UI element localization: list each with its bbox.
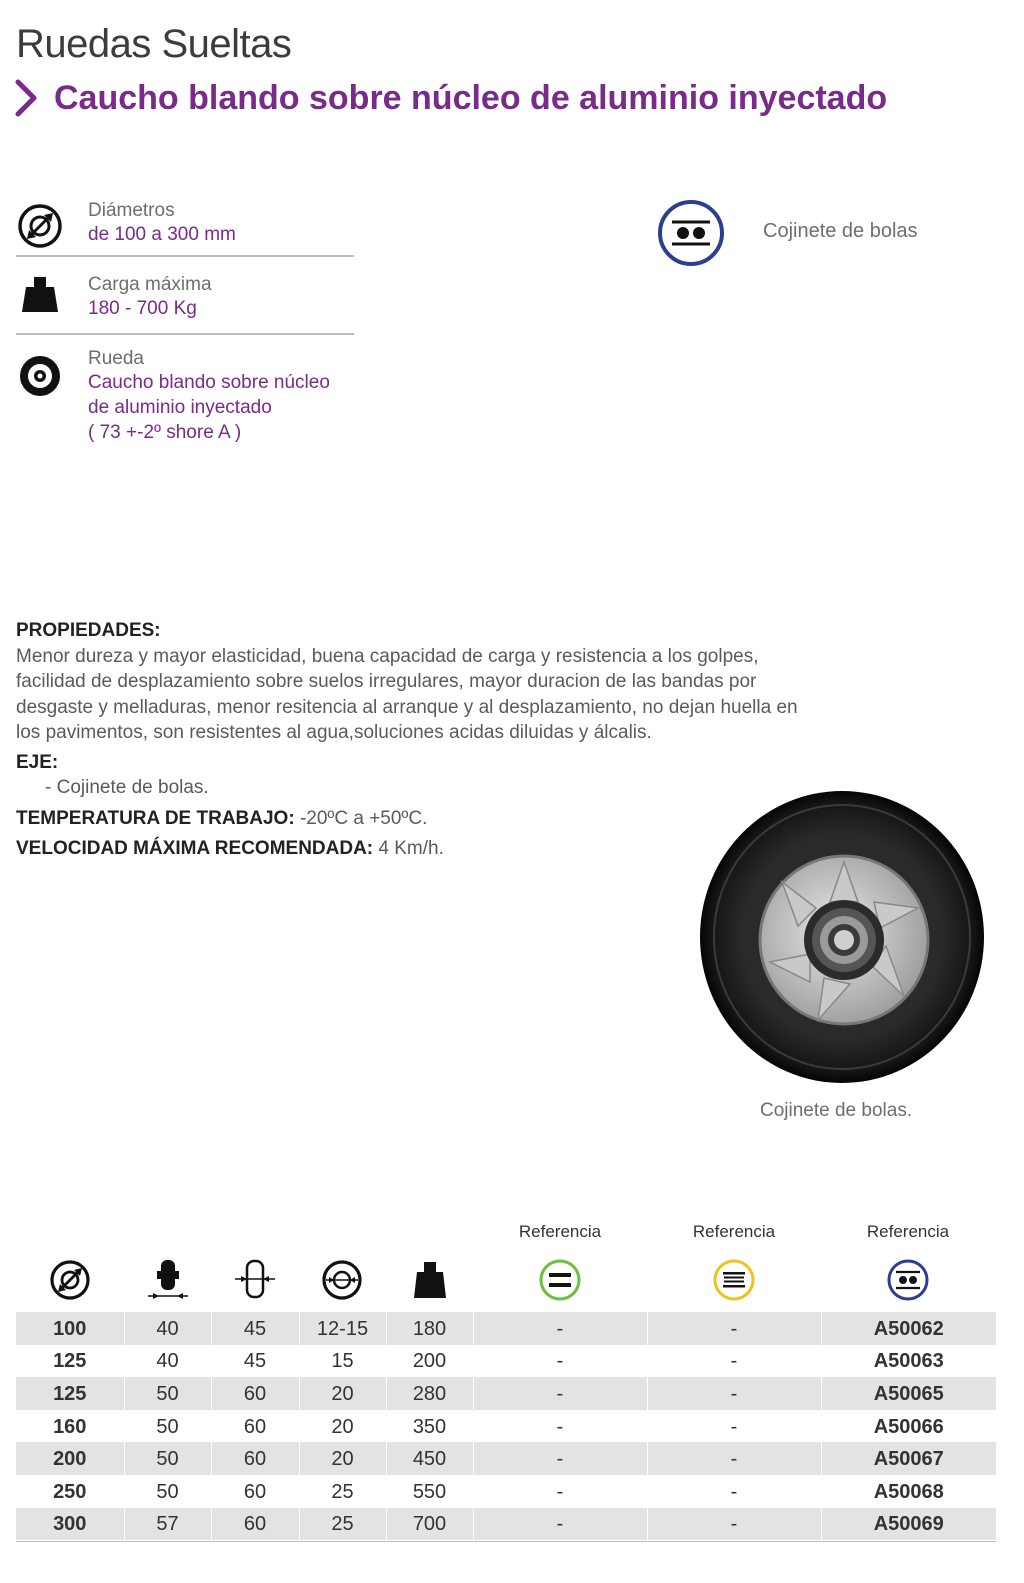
table-cell: - [473,1508,647,1541]
table-row [16,1410,996,1443]
table-cell: A50065 [821,1377,996,1410]
table-cell: 550 [386,1475,473,1508]
properties-text: Menor dureza y mayor elasticidad, buena capacidad de carga y resistencia a los golpes, facilidad de desplazamiento sobre suelos irregulares, mayor duracion de las bandas por desgaste y melladuras, menor resitencia al arranque y al desplazamiento, no dejan huella en los pavimentos, son resistentes al agua,soluciones acidas diluidas y álcalis. [16,645,798,743]
table-cell: 60 [211,1377,299,1410]
properties-section [16,618,816,862]
axle-heading: EJE: [16,751,59,773]
table-cell: - [473,1377,647,1410]
table-cell: 45 [211,1345,299,1378]
spec-load-value: 180 - 700 Kg [88,298,197,319]
page-subtitle: Caucho blando sobre núcleo de aluminio inyectado [54,78,888,117]
table-cell: - [647,1345,821,1378]
table-row [16,1508,996,1541]
table-cell: - [473,1475,647,1508]
table-cell: 100 [16,1312,124,1345]
wheel-photo [698,790,986,1084]
table-cell: 700 [386,1508,473,1541]
table-cell: A50066 [821,1410,996,1443]
ball-bearing-icon [656,198,726,268]
table-cell: 50 [124,1377,211,1410]
table-cell: 50 [124,1442,211,1475]
reference-header-2: Referencia [692,1222,776,1241]
temperature-heading: TEMPERATURA DE TRABAJO: [16,807,295,829]
table-cell: 160 [16,1410,124,1443]
table-cell: 20 [299,1377,386,1410]
table-cell: 50 [124,1410,211,1443]
tread-width-icon [146,1258,190,1302]
table-bottom-rule [16,1541,996,1542]
properties-heading: PROPIEDADES: [16,620,161,641]
spec-diameter-label: Diámetros [88,200,175,221]
table-cell: 60 [211,1508,299,1541]
table-cell: 12-15 [299,1312,386,1345]
chevron-right-icon [12,78,40,118]
load-icon [408,1258,452,1302]
bearing-label: Cojinete de bolas [763,220,918,242]
table-cell: 57 [124,1508,211,1541]
divider [16,255,354,257]
speed-heading: VELOCIDAD MÁXIMA RECOMENDADA: [16,838,374,859]
divider [16,333,354,335]
table-row [16,1377,996,1410]
spec-diameter [16,198,354,254]
table-cell: - [647,1410,821,1443]
plain-bearing-icon [538,1258,582,1302]
table-cell: 60 [211,1442,299,1475]
table-cell: - [473,1345,647,1378]
spec-wheel-label: Rueda [88,348,144,369]
table-cell: 125 [16,1377,124,1410]
page-title: Ruedas Sueltas [16,22,292,66]
table-cell: 60 [211,1475,299,1508]
table-cell: - [647,1377,821,1410]
wheel-icon [16,352,64,400]
table-cell: - [647,1508,821,1541]
table-cell: 40 [124,1312,211,1345]
table-cell: 350 [386,1410,473,1443]
table-row [16,1345,996,1378]
table-cell: A50069 [821,1508,996,1541]
table-cell: - [473,1312,647,1345]
table-row [16,1475,996,1508]
table-cell: 280 [386,1377,473,1410]
table-cell: - [647,1475,821,1508]
spec-load-label: Carga máxima [88,274,212,295]
hub-length-icon [233,1258,277,1302]
table-cell: 125 [16,1345,124,1378]
photo-caption: Cojinete de bolas. [760,1100,913,1121]
table-cell: 180 [386,1312,473,1345]
table-cell: 25 [299,1508,386,1541]
table-cell: - [647,1312,821,1345]
spec-wheel-value-line-2: de aluminio inyectado [88,397,272,418]
table-cell: 450 [386,1442,473,1475]
table-cell: A50062 [821,1312,996,1345]
axle-text: - Cojinete de bolas. [45,777,209,798]
table-cell: 50 [124,1475,211,1508]
table-cell: 20 [299,1442,386,1475]
speed-line [16,836,816,862]
table-cell: 60 [211,1410,299,1443]
table-cell: A50068 [821,1475,996,1508]
table-cell: 15 [299,1345,386,1378]
table-cell: 45 [211,1312,299,1345]
table-cell: - [647,1442,821,1475]
table-cell: - [473,1410,647,1443]
table-cell: 200 [16,1442,124,1475]
table-cell: 40 [124,1345,211,1378]
table-cell: 200 [386,1345,473,1378]
table-row [16,1442,996,1475]
bore-icon [320,1258,364,1302]
table-cell: A50067 [821,1442,996,1475]
table-row [16,1312,996,1345]
diameter-icon [48,1258,92,1302]
reference-header-3: Referencia [866,1222,950,1241]
diameter-icon [16,202,64,250]
spec-wheel-value-line-3: ( 73 +-2º shore A ) [88,422,242,443]
spec-wheel [16,346,354,450]
weight-icon [16,272,64,320]
temperature-line [16,806,816,832]
table-cell: 250 [16,1475,124,1508]
wheel-table [16,1312,996,1540]
subtitle-row [12,78,887,118]
table-cell: - [473,1442,647,1475]
reference-header-1: Referencia [518,1222,602,1241]
table-cell: 20 [299,1410,386,1443]
ball-bearing-icon [886,1258,930,1302]
table-cell: 25 [299,1475,386,1508]
spec-wheel-value-line-1: Caucho blando sobre núcleo [88,372,330,393]
table-cell: 300 [16,1508,124,1541]
speed-value: 4 Km/h. [378,838,444,859]
roller-bearing-icon [712,1258,756,1302]
spec-diameter-value: de 100 a 300 mm [88,224,236,245]
spec-load [16,272,354,328]
temperature-value: -20ºC a +50ºC. [299,807,428,829]
table-cell: A50063 [821,1345,996,1378]
